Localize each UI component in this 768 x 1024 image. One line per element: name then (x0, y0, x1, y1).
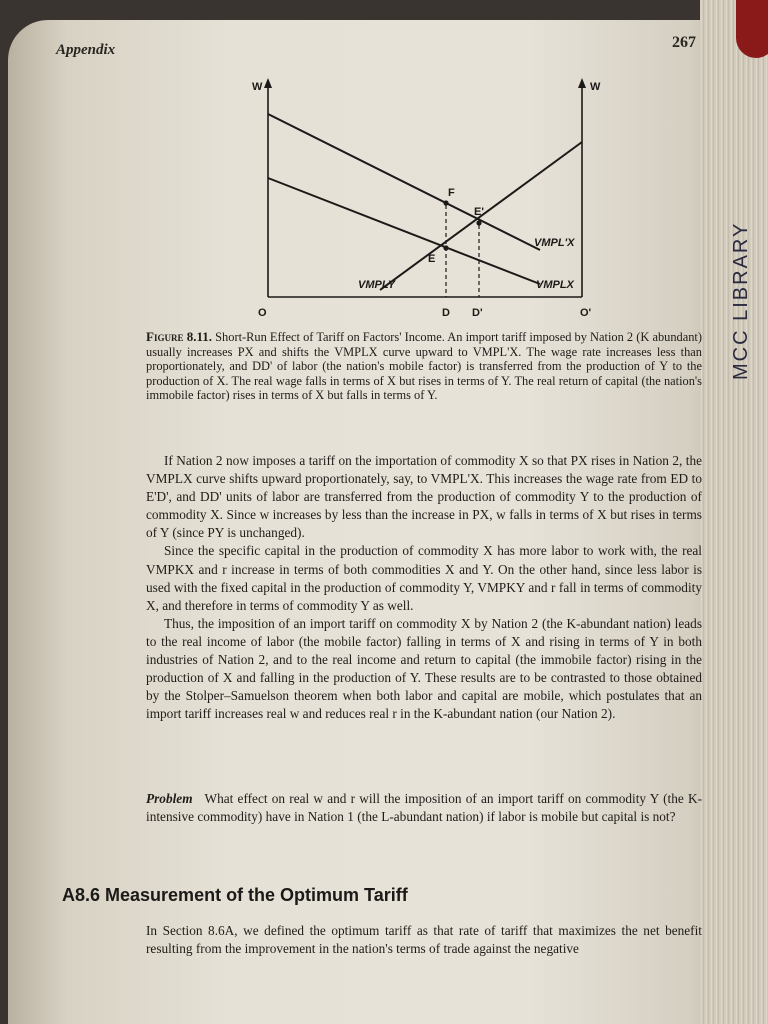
right-axis-arrow (578, 78, 586, 88)
vmplx-prime-curve (268, 114, 540, 250)
paragraph-3: Thus, the imposition of an import tariff on commodity X by Nation 2 (the K-abundant nation) leads to the real income of labor (the mobile factor) falling in terms of X and rising in terms of Y in both industries of Nation 2, and to the real income and return to capital (the immobile factor) rising in the production of X and falling in the production of Y. These results are to be contrasted to those obtained by the Stolper–Samuelson theorem when both labor and capital are mobile, which postulates that an import tariff increases real w and reduces real r in the K-abundant nation (our Nation 2). (146, 615, 702, 722)
vmply-label: VMPLY (358, 279, 396, 291)
origin-left-label: O (258, 307, 267, 319)
caption-label: Figure 8.11. (146, 329, 213, 344)
left-axis-arrow (264, 78, 272, 88)
origin-right-label: O' (580, 307, 592, 319)
point-E-label: E (428, 253, 436, 265)
point-E-prime-dot (476, 220, 481, 225)
axis-label-w-left: W (252, 81, 263, 93)
paragraph-2: Since the specific capital in the production of commodity X has more labor to work with, the real VMPKX and r increase in terms of both commodities X and Y. On the other hand, since less labor is used with the fixed capital in the production of commodity Y, VMPKY and r fall in terms of commodity X, and therefore in terms of commodity Y as well. (146, 543, 702, 613)
section-heading: A8.6 Measurement of the Optimum Tariff (62, 885, 408, 905)
point-E-prime-label: E' (474, 206, 484, 218)
D-prime-label: D' (472, 307, 483, 319)
vmplx-prime-label: VMPL'X (534, 237, 575, 249)
point-F-label: F (448, 187, 455, 199)
page-edges (700, 0, 768, 1024)
red-clip (736, 0, 768, 58)
section-text: In Section 8.6A, we defined the optimum tariff as that rate of tariff that maximizes the net benefit resulting from the improvement in the nation's terms of trade against the negative (146, 923, 702, 956)
vmplx-curve (268, 178, 540, 284)
problem-block (146, 790, 702, 826)
axis-label-w-right: W (590, 81, 601, 93)
point-F-dot (443, 200, 448, 205)
library-stamp: MCC LIBRARY (730, 221, 752, 380)
figure-caption (146, 330, 702, 403)
paragraph-1: If Nation 2 now imposes a tariff on the importation of commodity X so that PX rises in Nation 2, the VMPLX curve shifts upward proportionately, say, to VMPL'X. This increases the wage rate from ED to E'D', and DD' units of labor are transferred from the production of commodity Y to the production of commodity X. Since w increases by less than the increase in PX, w falls in terms of X but rises in terms of Y (since PY is unchanged). (146, 453, 702, 541)
D-label: D (442, 307, 450, 319)
point-E-dot (443, 245, 448, 250)
problem-text: What effect on real w and r will the imposition of an import tariff on commodity Y (the K-intensive commodity) have in Nation 1 (the L-abundant nation) if labor is mobile but capital is not? (146, 791, 702, 824)
figure-diagram (240, 72, 610, 332)
problem-label: Problem (146, 791, 193, 806)
running-header: Appendix (56, 42, 116, 58)
body-text (146, 452, 702, 723)
caption-text: Short-Run Effect of Tariff on Factors' Income. An import tariff imposed by Nation 2 (K abundant) usually increases PX and shifts the VMPLX curve upward to VMPL'X. The wage rate increases less than proportionately, and DD' of labor (the nation's mobile factor) is transferred from the production of Y to the production of X. The real wage falls in terms of X but rises in terms of Y. The real return of capital (the nation's immobile factor) rises in terms of X but falls in terms of Y. (146, 330, 702, 402)
page-number: 267 (672, 34, 696, 51)
vmplx-label: VMPLX (536, 279, 574, 291)
